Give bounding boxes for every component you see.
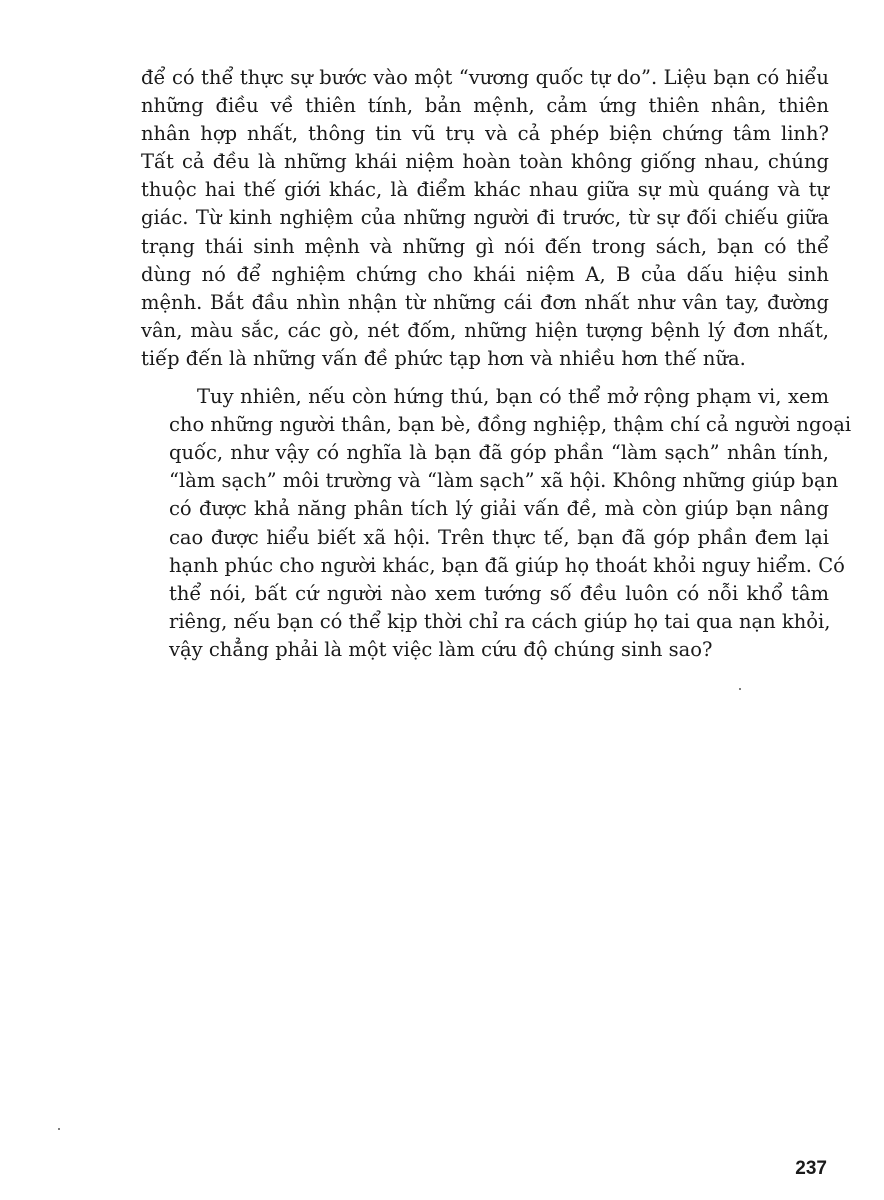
text-line: giác. Từ kinh nghiệm của những người đi trước, từ sự đối chiếu giữa: [141, 206, 829, 230]
scan-speck: [739, 688, 741, 690]
text-line: để có thể thực sự bước vào một “vương quốc tự do”. Liệu bạn có hiểu: [141, 66, 829, 89]
text-line: cao được hiểu biết xã hội. Trên thực tế, bạn đã góp phần đem lại: [169, 525, 829, 549]
body-text: [141, 64, 852, 664]
text-line: riêng, nếu bạn có thể kịp thời chỉ ra cách giúp họ tai qua nạn khỏi,: [169, 609, 831, 633]
text-line: dùng nó để nghiệm chứng cho khái niệm A, B của dấu hiệu sinh: [141, 262, 829, 286]
text-line: nhân hợp nhất, thông tin vũ trụ và cả phép biện chứng tâm linh?: [141, 122, 829, 146]
text-line: mệnh. Bắt đầu nhìn nhận từ những cái đơn nhất như vân tay, đường: [141, 290, 829, 314]
text-line: tiếp đến là những vấn đề phức tạp hơn và nhiều hơn thế nữa.: [141, 346, 746, 370]
text-line: hạnh phúc cho người khác, bạn đã giúp họ thoát khỏi nguy hiểm. Có: [169, 553, 845, 577]
page-number: 237: [795, 1158, 827, 1179]
text-line: thuộc hai thế giới khác, là điểm khác nhau giữa sự mù quáng và tự: [141, 178, 829, 202]
scan-speck: [58, 1128, 60, 1130]
text-line: những điều về thiên tính, bản mệnh, cảm ứng thiên nhân, thiên: [141, 94, 829, 118]
text-line: có được khả năng phân tích lý giải vấn đề, mà còn giúp bạn nâng: [169, 497, 829, 521]
text-line: vậy chẳng phải là một việc làm cứu độ chúng sinh sao?: [169, 637, 713, 661]
text-line: trạng thái sinh mệnh và những gì nói đến trong sách, bạn có thể: [141, 234, 829, 258]
text-line: Tất cả đều là những khái niệm hoàn toàn không giống nhau, chúng: [141, 150, 829, 174]
text-line: cho những người thân, bạn bè, đồng nghiệp, thậm chí cả người ngoại: [169, 413, 852, 437]
paragraph-1: [141, 64, 829, 373]
paragraph-2: [141, 383, 852, 664]
text-line: quốc, như vậy có nghĩa là bạn đã góp phần “làm sạch” nhân tính,: [169, 441, 829, 465]
text-line: thể nói, bất cứ người nào xem tướng số đều luôn có nỗi khổ tâm: [169, 581, 829, 605]
text-line: “làm sạch” môi trường và “làm sạch” xã hội. Không những giúp bạn: [169, 469, 839, 493]
text-line: vân, màu sắc, các gò, nét đốm, những hiện tượng bệnh lý đơn nhất,: [141, 318, 829, 342]
text-line: Tuy nhiên, nếu còn hứng thú, bạn có thể mở rộng phạm vi, xem: [197, 385, 829, 409]
